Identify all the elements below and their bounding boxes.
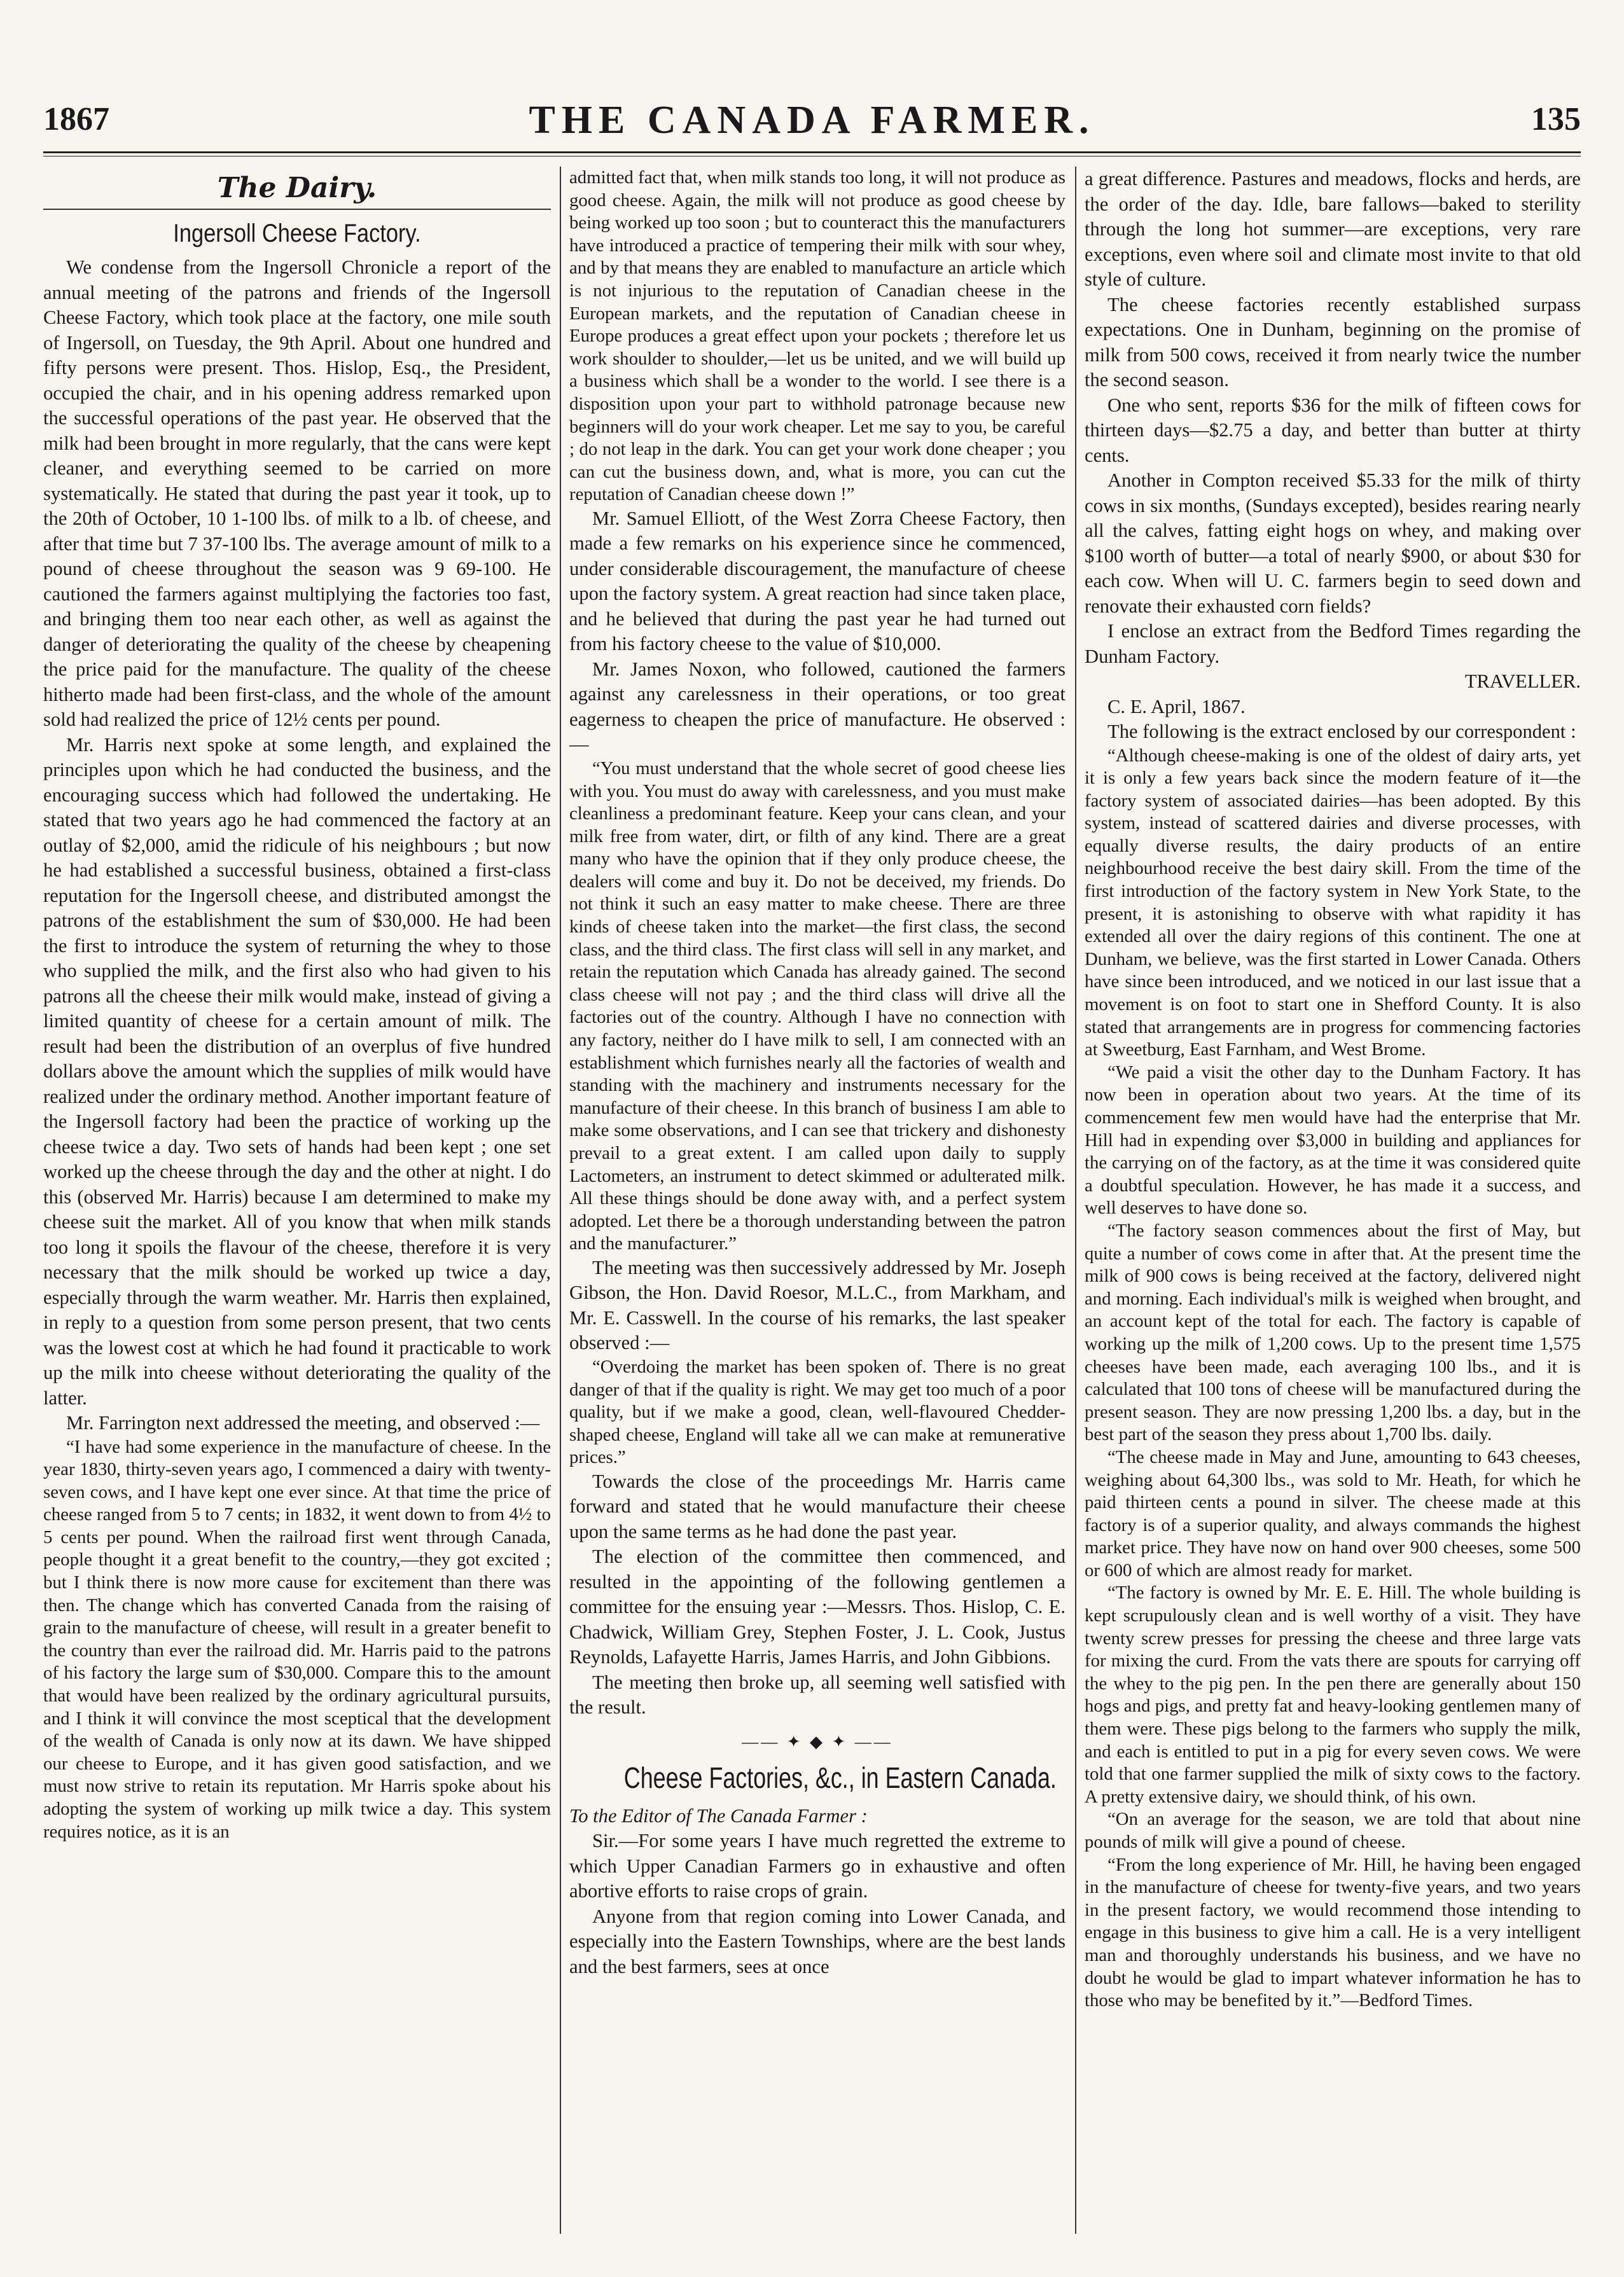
column-divider — [560, 167, 561, 2234]
paragraph: Towards the close of the proceedings Mr. Harris came forward and stated that he would manufacture their cheese upon the same terms as he had done the past year. — [569, 1470, 1065, 1542]
quotation: “You must understand that the whole secret of good cheese lies with you. You must do away with carelessness, and you must make cleanliness a predominant feature. Keep your cans clean, and your milk free from water, dirt, or filth of any kind. There are a great many who have the opinion that if they only produce cheese, the dealers will come and buy it. Do not be deceived, my friends. Do not think it such an easy matter to make cheese. There are three kinds of cheese taken into the market—the first class, the second class, and the third class. The first class will sell in any market, and retain the reputation which Canada has already gained. The second class cheese will not pay ; and the third class will drive all the factories out of the country. Although I have no connection with any factory, neither do I have milk to sell, I am connected with an establishment which furnishes nearly all the factories of wealth and standing with the machinery and instruments necessary for the manufacture of their cheese. In this branch of business I am able to make some observations, and I can see that trickery and dishonesty prevail to a great extent. I am called upon daily to supply Lactometers, an instrument to detect skimmed or adulterated milk. All these things should be done away with, and a perfect system adopted. Let there be a thorough understanding between the patron and the manufacturer.” — [569, 758, 1065, 1254]
dateline: C. E. April, 1867. — [1107, 695, 1246, 717]
quotation: “Although cheese-making is one of the oldest of dairy arts, yet it is only a few years back since the modern feature of it—the factory system of associated dairies—has been adopted. By this system, instead of scattered dairies and diverse processes, with equally diverse results, the dairy products of an entire neighbourhood receive the best dairy skill. From the time of the first introduction of the factory system in New York State, to the present, it is astonishing to observe with what rapidity it has extended all over the dairy regions of this continent. The one at Dunham, we believe, was the first started in Lower Canada. Others have since been introduced, and we noticed in our last issue that a movement is on foot to start one in Shefford County. It is also stated that arrangements are in progress for commencing factories at Sweetburg, East Farnham, and West Brome. — [1085, 745, 1581, 1060]
paragraph: I enclose an extract from the Bedford Times regarding the Dunham Factory. — [1085, 620, 1581, 667]
column-1 — [43, 167, 551, 2237]
quotation: admitted fact that, when milk stands too long, it will not produce as good cheese. Again, the milk will not produce as good cheese by being worked up too soon ; but to counteract this the manufacturers have introduced a practice of tempering their milk with sour whey, and by that means they are enabled to manufacture an article which is not injurious to the reputation of Canadian cheese in the European markets, and the reputation of Canadian cheese in Europe produces a great effect upon your pockets ; therefore let us work shoulder to shoulder,—let us be united, and we will build up a business which shall be a wonder to the world. I see there is a disposition upon your part to withhold patronage because new beginners will do your work cheaper. Let me say to you, be careful ; do not leap in the dark. You can get your work done cheaper ; you can cut the business down, and, what is more, you can cut the reputation of Canadian cheese down !” — [569, 167, 1065, 505]
article-title: Cheese Factories, &c., in Eastern Canada. — [623, 1761, 1057, 1795]
quotation: “From the long experience of Mr. Hill, he having been engaged in the manufacture of cheese for twenty-five years, and two years in the present factory, we would recommend those intending to engage in this business to give him a call. He is a very intelligent man and thoroughly understands his business, and we have no doubt he would be glad to impart whatever information he has to those who may be benefited by it.”—Bedford Times. — [1085, 1854, 1581, 2011]
paragraph: Mr. Farrington next addressed the meeting, and observed :— — [66, 1412, 540, 1434]
masthead-title: THE CANADA FARMER. — [529, 99, 1095, 142]
paragraph: The election of the committee then commenced, and resulted in the appointing of the following gentlemen a committee for the ensuing year :—Messrs. Thos. Hislop, C. E. Chadwick, William Grey, Stephen Foster, J. L. Cook, Justus Reynolds, Lafayette Harris, James Harris, and John Gibbions. — [569, 1546, 1065, 1668]
paragraph: The meeting was then successively addressed by Mr. Joseph Gibson, the Hon. David Roesor, M.L.C., from Markham, and Mr. E. Casswell. In the course of his remarks, the last speaker observed :— — [569, 1256, 1065, 1354]
signature: TRAVELLER. — [1464, 670, 1581, 692]
header-year: 1867 — [43, 101, 109, 137]
paragraph: Sir.—For some years I have much regretted the extreme to which Upper Canadian Farmers go in exhaustive and often abortive efforts to raise crops of grain. — [569, 1830, 1065, 1902]
header-rule — [43, 151, 1581, 156]
quotation: “The factory season commences about the first of May, but quite a number of cows come in after that. At the present time the milk of 900 cows is being received at the factory, delivered night and morning. Each individual's milk is weighed when brought, and an account kept of the total for each. The factory is capable of working up the milk of 1,200 cows. Up to the present time 1,575 cheeses have been made, each averaging 100 lbs., and it is calculated that 100 tons of cheese will be manufactured during the present season. They are now pressing 1,200 lbs. a day, but in the best part of the season they press about 1,700 lbs. daily. — [1085, 1220, 1581, 1445]
paragraph: The following is the extract enclosed by our correspondent : — [1107, 721, 1576, 742]
paragraph: The meeting then broke up, all seeming well satisfied with the result. — [569, 1671, 1065, 1719]
paragraph: The cheese factories recently established surpass expectations. One in Dunham, beginning on the promise of milk from 500 cows, received it from nearly twice the number the second season. — [1085, 293, 1581, 391]
column-3 — [1085, 167, 1581, 2237]
paragraph: Mr. Samuel Elliott, of the West Zorra Cheese Factory, then made a few remarks on his experience since he commenced, under considerable discouragement, the manufacture of cheese upon the factory system. A great reaction had since taken place, and he believed that during the past year he had turned out from his factory cheese to the value of $10,000. — [569, 507, 1065, 655]
quotation: “The cheese made in May and June, amounting to 643 cheeses, weighing about 64,300 lbs., was sold to Mr. Heath, for which he paid thirteen cents a pound in silver. The cheese made at this factory is of a superior quality, and always commands the highest market price. They have now on hand over 900 cheeses, some 500 or 600 of which are almost ready for market. — [1085, 1446, 1581, 1581]
section-title: The Dairy. — [217, 172, 377, 204]
quotation: “Overdoing the market has been spoken of. There is no great danger of that if the quality is right. We may get too much of a poor quality, but if we make a good, clean, well-flavoured Chedder-shaped cheese, England will take all we can make at remunerative prices.” — [569, 1356, 1065, 1468]
column-2 — [569, 167, 1065, 2237]
paragraph: Anyone from that region coming into Lower Canada, and especially into the Eastern Townships, where are the best lands and the best farmers, sees at once — [569, 1905, 1065, 1977]
article-title: Ingersoll Cheese Factory. — [173, 219, 421, 247]
page-header — [43, 89, 1581, 159]
quotation: “On an average for the season, we are told that about nine pounds of milk will give a pound of cheese. — [1085, 1809, 1581, 1852]
paragraph: a great difference. Pastures and meadows, flocks and herds, are the order of the day. Idle, bare fallows—baked to sterility through the long hot summer—are exceptions, very rare exceptions, even where soil and climate most invite to that old style of culture. — [1085, 168, 1581, 290]
paragraph: Mr. James Noxon, who followed, cautioned the farmers against any carelessness in their operations, or too great eagerness to cheapen the price of manufacture. He observed :— — [569, 658, 1065, 756]
ornament-divider: —— ✦ ◆ ✦ —— — [742, 1732, 893, 1751]
quotation: “I have had some experience in the manufacture of cheese. In the year 1830, thirty-seven years ago, I commenced a dairy with twenty-seven cows, and I have kept one ever since. At that time the price of cheese ranged from 5 to 7 cents; in 1832, it went down to from 4½ to 5 cents per pound. When the railroad first went through Canada, people thought it a great benefit to the country,—they got excited ; but I think there is now more cause for excitement than there was then. The change which has converted Canada from the raising of grain to the manufacture of cheese, will result in a greater benefit to the country than ever the railroad did. Mr. Harris paid to the patrons of his factory the large sum of $30,000. Compare this to the amount that would have been realized by the ordinary agricultural pursuits, and I think it will convince the most sceptical that the development of the wealth of Canada is only now at its dawn. We have shipped our cheese to Europe, and it has given good satisfaction, and we must now strive to retain its reputation. Mr Harris spoke about his adopting the system of working up milk twice a day. This system requires notice, as it is an — [43, 1436, 551, 1842]
salutation: To the Editor of The Canada Farmer : — [569, 1804, 868, 1827]
quotation: “We paid a visit the other day to the Dunham Factory. It has now been in operation about two years. At the time of its commencement few men would have had the enterprise that Mr. Hill had in expending over $3,000 in building and appliances for the carrying on of the factory, as at the time it was considered quite a doubtful speculation. However, he has made it a success, and well deserves to have done so. — [1085, 1062, 1581, 1219]
column-divider — [1075, 167, 1076, 2234]
paragraph: Another in Compton received $5.33 for the milk of thirty cows in six months, (Sundays excepted), besides rearing nearly all the calves, fatting eight hogs on whey, and making over $100 worth of butter—a total of nearly $900, or about $30 for each cow. When will U. C. farmers begin to seed down and renovate their exhausted corn fields? — [1085, 469, 1581, 617]
signature-line — [1085, 669, 1581, 695]
paragraph: Mr. Harris next spoke at some length, and explained the principles upon which he had conducted the business, and the encouraging success which had followed the undertaking. He stated that two years ago he had commenced the factory at an outlay of $2,000, amid the ridicule of his neighbours ; but now he had established a successful business, obtained a first-class reputation for the Ingersoll cheese, and distributed amongst the patrons of the establishment the sum of $30,000. He had been the first to introduce the system of returning the whey to those who supplied the milk, and the first also who had given to his patrons all the cheese their milk would make, instead of giving a limited quantity of cheese for a certain amount of milk. The result had been the distribution of an overplus of five hundred dollars above the amount which the supplies of milk would have realized under the ordinary method. Another important feature of the Ingersoll factory had been the practice of working up the cheese twice a day. Two sets of hands had been kept ; one set worked up the cheese through the day and the other at night. I do this (observed Mr. Harris) because I am determined to make my cheese suit the market. All of you know that when milk stands too long it spoils the flavour of the cheese, therefore it is very necessary that the milk should be worked up twice a day, especially through the warm weather. Mr. Harris then explained, in reply to a question from some person present, that two cents was the lowest cost at which he had found it practicable to work up the milk into cheese without deteriorating the quality of the latter. — [43, 733, 551, 1409]
quotation: “The factory is owned by Mr. E. E. Hill. The whole building is kept scrupulously clean and is well worthy of a visit. They have twenty screw presses for pressing the cheese and three large vats for mixing the curd. From the vats there are spouts for carrying off the whey to the pig pen. In the pen there are generally about 150 hogs and pigs, and pretty fat and heavy-looking gentlemen many of them were. These pigs belong to the farmers who supply the milk, and each is entitled to put in a pig for every seven cows. We were told that one farmer supplied the milk of sixty cows to the factory. A pretty extensive dairy, we should think, of his own. — [1085, 1582, 1581, 1807]
paragraph: We condense from the Ingersoll Chronicle a report of the annual meeting of the patrons and friends of the Ingersoll Cheese Factory, which took place at the factory, one mile south of Ingersoll, on Tuesday, the 9th April. About one hundred and fifty persons were present. Thos. Hislop, Esq., the President, occupied the chair, and in his opening address remarked upon the successful operations of the past year. He observed that the milk had been brought in more regularly, that the cans were kept cleaner, and everything seemed to be carried on more systematically. He stated that during the past year it took, up to the 20th of October, 10 1-100 lbs. of milk to a lb. of cheese, and after that time but 7 37-100 lbs. The average amount of milk to a pound of cheese throughout the season was 9 69-100. He cautioned the farmers against multiplying the factories too fast, and bringing them too near each other, as well as against the danger of deteriorating the quality of the cheese by cheapening the price paid for the manufacture. The quality of the cheese hitherto made had been first-class, and the whole of the amount sold had realized the price of 12½ cents per pound. — [43, 256, 551, 730]
page-number: 135 — [1531, 101, 1581, 137]
section-rule — [43, 209, 551, 210]
paragraph: One who sent, reports $36 for the milk of fifteen cows for thirteen days—$2.75 a day, and better than butter at thirty cents. — [1085, 394, 1581, 466]
